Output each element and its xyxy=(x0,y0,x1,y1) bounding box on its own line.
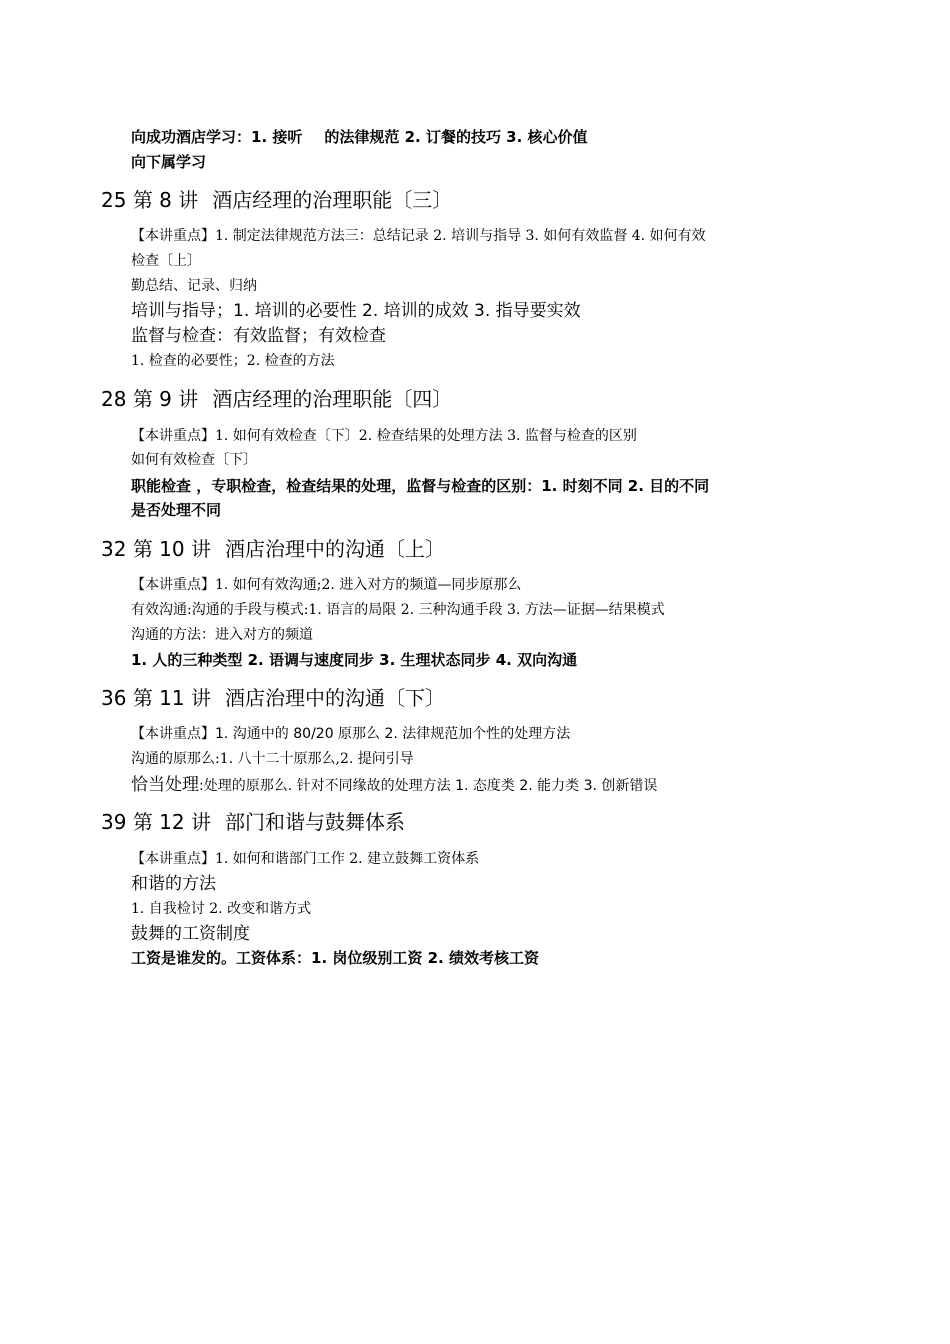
lecture-8-number: 第 8 讲 xyxy=(132,188,199,212)
key-points-text: 1. 如何有效沟通;2. 进入对方的频道—同步原那么 xyxy=(215,577,522,593)
key-points-text: 1. 沟通中的 80/20 原那么 2. 法律规范加个性的处理方法 xyxy=(215,726,571,742)
lecture-9-key-points xyxy=(131,429,637,443)
intro-line-1-part-a: 向成功酒店学习：1. 接听 xyxy=(131,128,303,146)
lecture-12-number: 第 12 讲 xyxy=(132,810,211,834)
key-points-text: 1. 制定法律规范方法三：总结记录 2. 培训与指导 3. 如何有效监督 4. 如何有效 xyxy=(215,228,706,244)
intro-line-1-part-b: 的法律规范 2. 订餐的技巧 3. 核心价值 xyxy=(324,128,588,146)
lecture-12-line-1: 和谐的方法 xyxy=(131,874,216,894)
lecture-9-line-1: 如何有效检查〔下〕 xyxy=(131,452,257,468)
key-points-label: 【本讲重点】 xyxy=(131,577,215,593)
key-points-label: 【本讲重点】 xyxy=(131,428,215,444)
lecture-11-line-1: 沟通的原那么:1. 八十二十原那么,2. 提问引导 xyxy=(131,751,414,767)
lecture-8-line-3: 监督与检查：有效监督；有效检查 xyxy=(131,326,386,346)
lecture-10-heading xyxy=(101,539,445,559)
lecture-11-heading xyxy=(101,688,445,708)
lecture-12-title: 部门和谐与鼓舞体系 xyxy=(224,810,405,834)
intro-line-1 xyxy=(131,130,588,145)
lecture-10-number: 第 10 讲 xyxy=(132,537,211,561)
lecture-10-page-number: 32 xyxy=(101,537,127,561)
lecture-8-line-2: 培训与指导；1. 培训的必要性 2. 培训的成效 3. 指导要实效 xyxy=(131,301,581,321)
lecture-10-line-1: 有效沟通:沟通的手段与模式:1. 语言的局限 2. 三种沟通手段 3. 方法—证据—结果模式 xyxy=(131,602,665,618)
lecture-9-page-number: 28 xyxy=(101,387,127,411)
lecture-12-line-4: 工资是谁发的。工资体系：1. 岗位级别工资 2. 绩效考核工资 xyxy=(131,949,539,967)
lecture-9-title: 酒店经理的治理职能〔四〕 xyxy=(212,387,453,411)
lecture-8-title: 酒店经理的治理职能〔三〕 xyxy=(212,188,453,212)
intro-line-2: 向下属学习 xyxy=(131,153,207,171)
lecture-12-heading xyxy=(101,812,405,832)
key-points-label: 【本讲重点】 xyxy=(131,726,215,742)
lecture-11-line-2-text: :处理的原那么. 针对不同缘故的处理方法 1. 态度类 2. 能力类 3. 创新错误 xyxy=(199,778,658,794)
lecture-12-line-3: 鼓舞的工资制度 xyxy=(131,924,250,944)
lecture-10-line-3: 1. 人的三种类型 2. 语调与速度同步 3. 生理状态同步 4. 双向沟通 xyxy=(131,651,578,669)
lecture-8-heading xyxy=(101,190,452,210)
lecture-9-number: 第 9 讲 xyxy=(132,387,199,411)
lecture-8-page-number: 25 xyxy=(101,188,127,212)
lecture-8-key-points xyxy=(131,229,706,243)
lecture-12-key-points xyxy=(131,852,479,866)
lecture-11-line-2-lead: 恰当处理 xyxy=(131,775,199,795)
lecture-11-page-number: 36 xyxy=(101,686,127,710)
key-points-text: 1. 如何有效检查〔下〕2. 检查结果的处理方法 3. 监督与检查的区别 xyxy=(215,428,637,444)
lecture-12-line-2: 1. 自我检讨 2. 改变和谐方式 xyxy=(131,901,312,917)
lecture-11-key-points xyxy=(131,727,570,741)
lecture-10-title: 酒店治理中的沟通〔上〕 xyxy=(224,537,445,561)
key-points-label: 【本讲重点】 xyxy=(131,228,215,244)
lecture-10-key-points xyxy=(131,578,521,592)
lecture-9-heading xyxy=(101,389,452,409)
lecture-9-line-2: 职能检查 ，专职检查，检查结果的处理，监督与检查的区别：1. 时刻不同 2. 目的不同 xyxy=(131,477,710,495)
lecture-11-number: 第 11 讲 xyxy=(132,686,211,710)
lecture-8-line-1: 勤总结、记录、归纳 xyxy=(131,278,257,294)
lecture-11-title: 酒店治理中的沟通〔下〕 xyxy=(224,686,445,710)
lecture-9-line-3: 是否处理不同 xyxy=(131,501,222,519)
key-points-label: 【本讲重点】 xyxy=(131,851,215,867)
lecture-8-key-points-cont: 检查〔上〕 xyxy=(131,253,201,269)
lecture-8-line-4: 1. 检查的必要性；2. 检查的方法 xyxy=(131,353,335,369)
lecture-11-line-2 xyxy=(131,777,657,794)
key-points-text: 1. 如何和谐部门工作 2. 建立鼓舞工资体系 xyxy=(215,851,480,867)
lecture-12-page-number: 39 xyxy=(101,810,127,834)
lecture-10-line-2: 沟通的方法：进入对方的频道 xyxy=(131,627,313,643)
